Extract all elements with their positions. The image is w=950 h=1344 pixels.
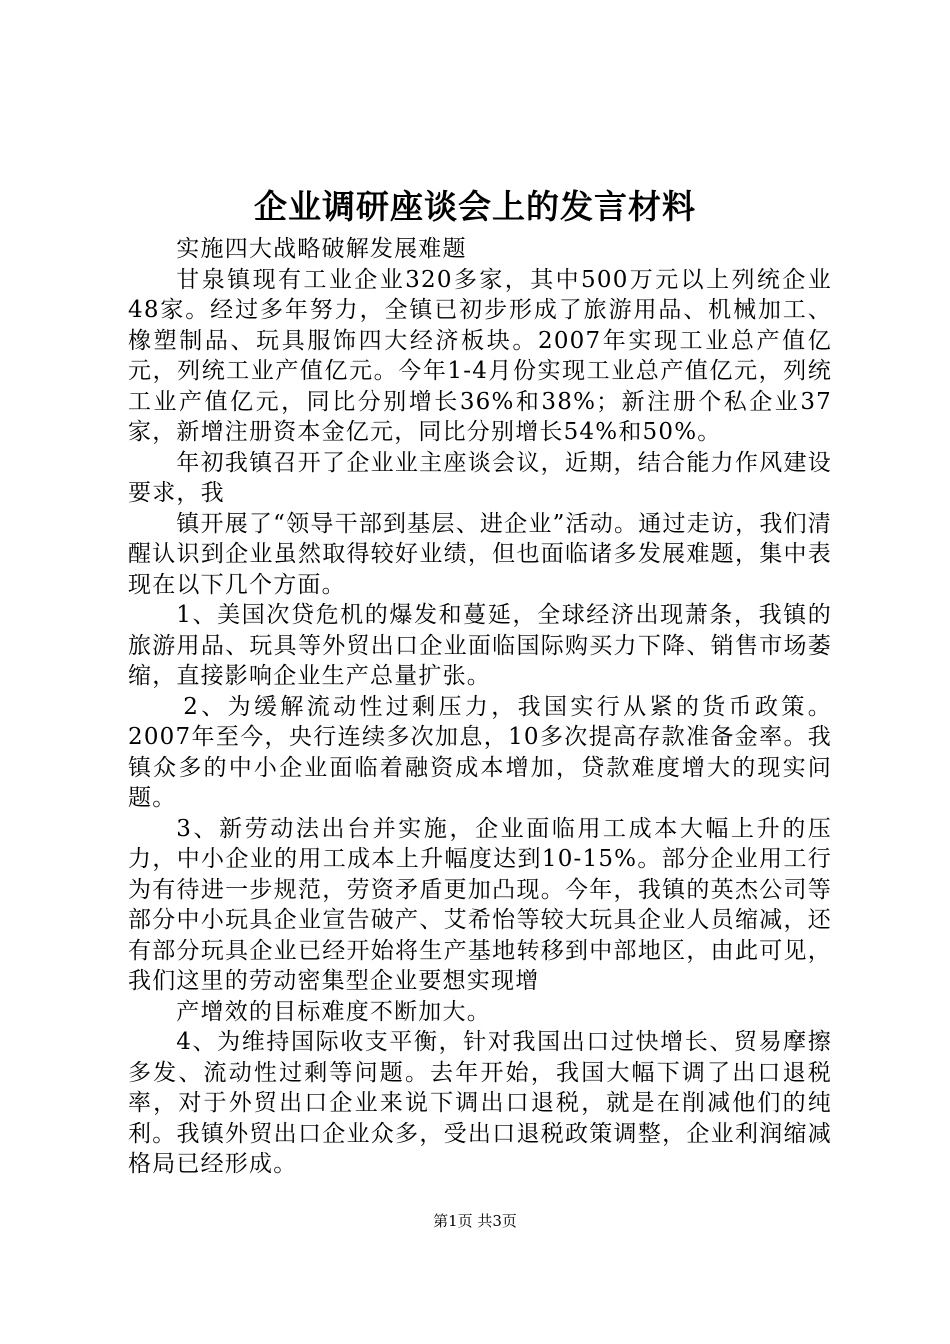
document-title: 企业调研座谈会上的发言材料: [254, 187, 696, 226]
paragraph-point-3-continued: 产增效的目标难度不断加大。: [176, 998, 491, 1025]
paragraph-overview: 甘泉镇现有工业企业320多家，其中500万元以上列统企业48家。经过多年努力，全镇已初步形成了旅游用品、机械加工、橡塑制品、玩具服饰四大经济板块。2007年实现工业总产值亿元，列统工业产值亿元。今年1-4月份实现工业总产值亿元，列统工业产值亿元，同比分别增长36%和38%；新注册个私企业37家，新增注册资本金亿元，同比分别增长54%和50%。: [128, 266, 832, 445]
paragraph-activity: 镇开展了“领导干部到基层、进企业”活动。通过走访，我们清醒认识到企业虽然取得较好业绩，但也面临诸多发展难题，集中表现在以下几个方面。: [128, 510, 832, 598]
paragraph-subtitle: 实施四大战略破解发展难题: [176, 236, 467, 262]
paragraph-point-1: 1、美国次贷危机的爆发和蔓延，全球经济出现萧条，我镇的旅游用品、玩具等外贸出口企业面临国际购买力下降、销售市场萎缩，直接影响企业生产总量扩张。: [128, 602, 832, 689]
document-body: [128, 234, 832, 1180]
paragraph-point-2: 2、为缓解流动性过剩压力，我国实行从紧的货币政策。2007年至今，央行连续多次加息，10多次提高存款准备金率。我镇众多的中小企业面临着融资成本增加，贷款难度增大的现实问题。: [128, 693, 832, 811]
paragraph-point-4: 4、为维持国际收支平衡，针对我国出口过快增长、贸易摩擦多发、流动性过剩等问题。去年开始，我国大幅下调了出口退税率，对于外贸出口企业来说下调出口退税，就是在削减他们的纯利。我镇外贸出口企业众多，受出口退税政策调整，企业利润缩减格局已经形成。: [128, 1029, 832, 1177]
paragraph-meeting: 年初我镇召开了企业业主座谈会议，近期，结合能力作风建设要求，我: [128, 449, 832, 506]
page-footer: 第1页 共3页: [433, 1212, 517, 1230]
paragraph-point-3: 3、新劳动法出台并实施，企业面临用工成本大幅上升的压力，中小企业的用工成本上升幅度达到10-15%。部分企业用工行为有待进一步规范，劳资矛盾更加凸现。今年，我镇的英杰公司等部分中小玩具企业宣告破产、艾希怡等较大玩具企业人员缩减，还有部分玩具企业已经开始将生产基地转移到中部地区，由此可见，我们这里的劳动密集型企业要想实现增: [128, 815, 832, 994]
